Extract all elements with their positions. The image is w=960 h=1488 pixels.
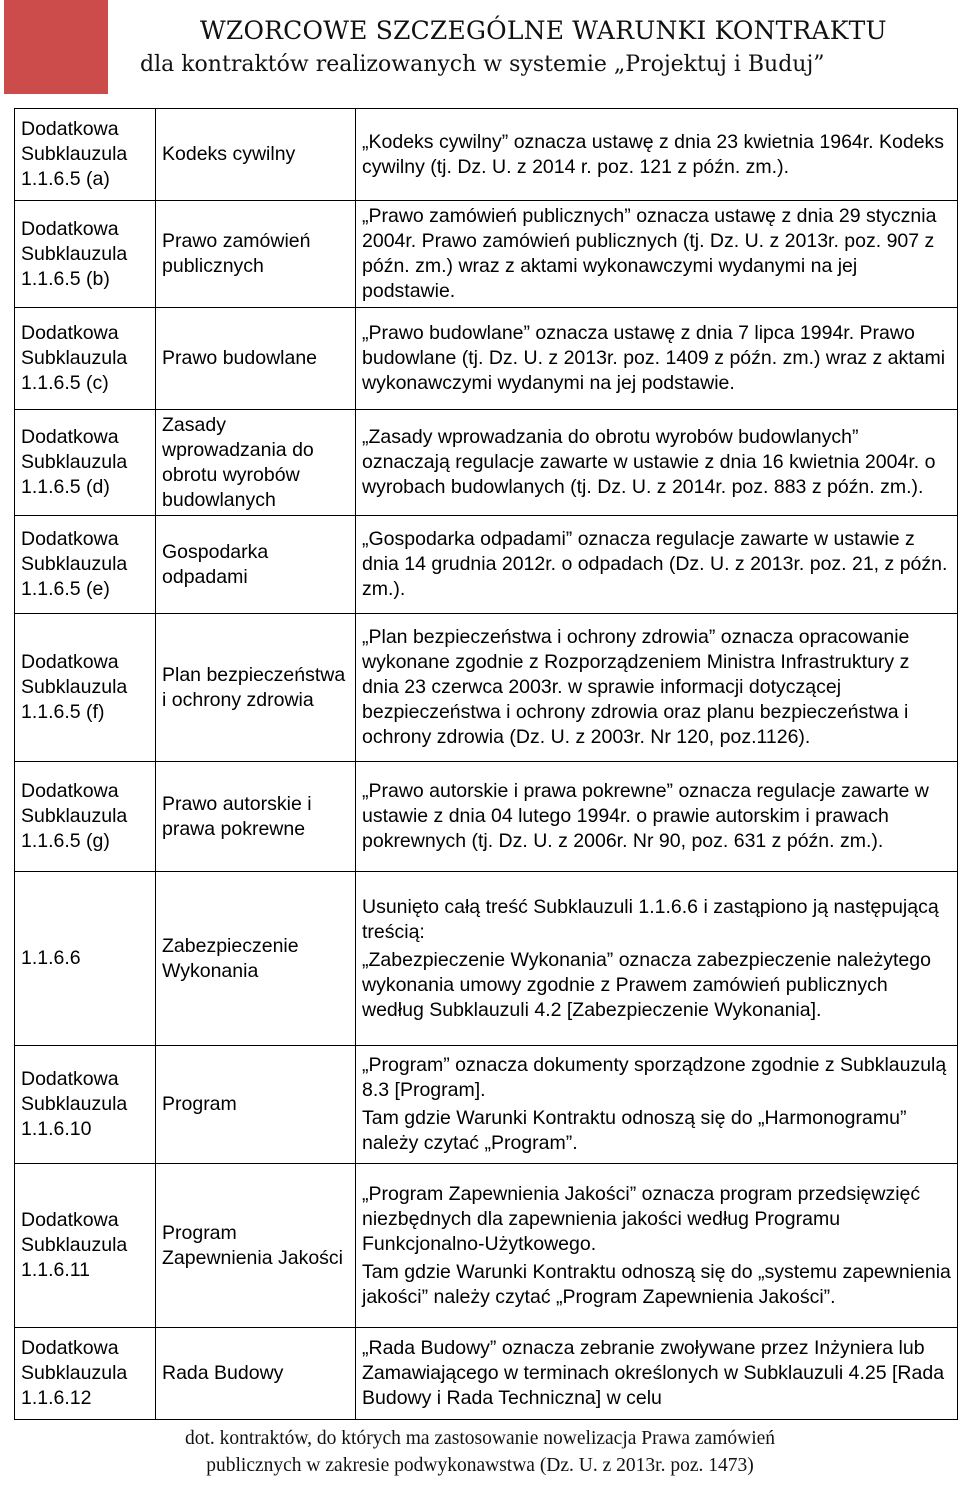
clause-label: Subklauzula [21,451,128,473]
term-cell: Prawo zamówień publicznych [156,201,356,308]
clause-cell [15,762,156,872]
term-cell: Program Zapewnienia Jakości [156,1164,356,1328]
clause-label: Subklauzula [21,347,128,369]
term-cell: Zasady wprowadzania do obrotu wyrobów budowlanych [156,410,356,516]
term-cell: Program [156,1046,356,1164]
definition-cell [356,516,958,614]
definition-text: „Gospodarka odpadami” oznacza regulacje zawarte w ustawie z dnia 14 grudnia 2012r. o odpadach (Dz. U. z 2013r. poz. 21, z późn. zm.). [362,528,948,600]
definition-cell [356,1164,958,1328]
clause-label: Dodatkowa [21,217,119,240]
clause-cell [15,109,156,201]
clause-label: Subklauzula [21,805,128,827]
clause-label: Dodatkowa [21,322,119,344]
definition-text: „Zabezpieczenie Wykonania” oznacza zabezpieczenie należytego wykonania umowy zgodnie z Prawem zamówień publicznych według Subklauzuli 4.2 [Zabezpieczenie Wykonania]. [362,948,931,1021]
term-cell: Rada Budowy [156,1328,356,1420]
definition-cell [356,201,958,308]
definition-text: „Prawo zamówień publicznych” oznacza ustawę z dnia 29 stycznia 2004r. Prawo zamówień publicznych (tj. Dz. U. z 2013r. poz. 907 z późn. zm.) wraz z aktami wykonawczymi wydanymi na jej podstawie. [362,205,937,302]
table-row [15,1164,958,1328]
clause-number: 1.1.6.6 [21,947,81,969]
clause-label: Subklauzula [21,676,128,698]
clause-label: Dodatkowa [21,651,119,673]
definition-cell [356,410,958,516]
table-row [15,410,958,516]
clause-label: Subklauzula [21,143,128,165]
clause-label: Subklauzula [21,1362,128,1384]
clause-cell [15,516,156,614]
document-title: WZORCOWE SZCZEGÓLNE WARUNKI KONTRAKTU [200,16,887,45]
term-cell: Zabezpieczenie Wykonania [156,872,356,1046]
clause-label: Subklauzula [21,1234,128,1256]
clause-label: Dodatkowa [21,1068,119,1090]
clause-cell [15,1046,156,1164]
clause-label: Dodatkowa [21,118,119,140]
clause-number: 1.1.6.5 (b) [21,267,110,290]
table-row [15,1328,958,1420]
table-row [15,516,958,614]
definition-cell [356,109,958,201]
clause-number: 1.1.6.5 (c) [21,372,109,394]
clause-cell [15,1164,156,1328]
term-cell: Prawo autorskie i prawa pokrewne [156,762,356,872]
footer-note-line-2: publicznych w zakresie podwykonawstwa (Dz. U. z 2013r. poz. 1473) [206,1455,754,1476]
table-row [15,201,958,308]
definition-text: „Kodeks cywilny” oznacza ustawę z dnia 23 kwietnia 1964r. Kodeks cywilny (tj. Dz. U. z 2014 r. poz. 121 z późn. zm.). [362,130,945,178]
clause-label: Subklauzula [21,1093,128,1115]
clause-cell [15,614,156,762]
term-cell: Kodeks cywilny [156,109,356,201]
definition-cell [356,872,958,1046]
definition-cell [356,1328,958,1420]
definition-text: „Program” oznacza dokumenty sporządzone zgodnie z Subklauzulą 8.3 [Program]. [362,1054,947,1101]
clause-cell [15,308,156,410]
clause-label: Dodatkowa [21,1209,119,1231]
definition-text: „Plan bezpieczeństwa i ochrony zdrowia” oznacza opracowanie wykonane zgodnie z Rozporządzeniem Ministra Infrastruktury z dnia 23 czerwca 2003r. w sprawie informacji dotyczącej bezpieczeństwa i ochrony zdrowia oraz planu bezpieczeństwa i ochrony zdrowia (Dz. U. z 2003r. Nr 120, poz.1126). [362,626,910,748]
clause-cell [15,201,156,308]
clause-number: 1.1.6.5 (g) [21,830,110,852]
table-row [15,762,958,872]
clause-number: 1.1.6.5 (a) [21,168,110,190]
clause-label: Dodatkowa [21,1337,119,1359]
table-row [15,872,958,1046]
clause-label: Subklauzula [21,553,128,575]
footer-note-line-1: dot. kontraktów, do których ma zastosowanie nowelizacja Prawa zamówień [184,1428,776,1449]
definition-cell [356,1046,958,1164]
term-cell: Gospodarka odpadami [156,516,356,614]
clause-label: Dodatkowa [21,426,119,448]
clause-cell [15,1328,156,1420]
definition-text: Usunięto całą treść Subklauzuli 1.1.6.6 i zastąpiono ją następującą treścią: [362,895,939,943]
definition-text: „Zasady wprowadzania do obrotu wyrobów budowlanych” oznaczają regulacje zawarte w ustawie z dnia 16 kwietnia 2004r. o wyrobach budowlanych (tj. Dz. U. z 2014r. poz. 883 z późn. zm.). [362,426,936,498]
clause-number: 1.1.6.12 [21,1387,92,1409]
term-cell: Plan bezpieczeństwa i ochrony zdrowia [156,614,356,762]
definition-text: „Rada Budowy” oznacza zebranie zwoływane przez Inżyniera lub Zamawiającego w terminach określonych w Subklauzuli 4.25 [Rada Budowy i Rada Techniczna] w celu [362,1337,945,1409]
table-row [15,308,958,410]
clause-label: Subklauzula [21,242,128,265]
clause-number: 1.1.6.5 (e) [21,578,110,600]
definition-cell [356,614,958,762]
definition-cell [356,762,958,872]
clause-cell [15,410,156,516]
table-row [15,1046,958,1164]
clause-cell [15,872,156,1046]
header-red-block [4,0,108,94]
clause-number: 1.1.6.5 (f) [21,701,105,723]
clause-number: 1.1.6.5 (d) [21,476,110,498]
table-row [15,614,958,762]
term-cell: Prawo budowlane [156,308,356,410]
clause-label: Dodatkowa [21,780,119,802]
definition-text: Tam gdzie Warunki Kontraktu odnoszą się do „systemu zapewnienia jakości” należy czytać „Program Zapewnienia Jakości”. [362,1260,951,1308]
definition-cell [356,308,958,410]
document-subtitle: dla kontraktów realizowanych w systemie „Projektuj i Buduj” [140,52,825,77]
clause-number: 1.1.6.10 [21,1118,92,1140]
clause-label: Dodatkowa [21,528,119,550]
definition-text: Tam gdzie Warunki Kontraktu odnoszą się do „Harmonogramu” należy czytać „Program”. [362,1107,907,1154]
definition-text: „Prawo autorskie i prawa pokrewne” oznacza regulacje zawarte w ustawie z dnia 04 lutego 1994r. o prawie autorskim i prawach pokrewnych (tj. Dz. U. z 2006r. Nr 90, poz. 631 z późn. zm.). [362,780,929,852]
definition-text: „Program Zapewnienia Jakości” oznacza program przedsięwzięć niezbędnych dla zapewnienia jakości według Programu Funkcjonalno-Użytkowego. [362,1182,921,1255]
definition-text: „Prawo budowlane” oznacza ustawę z dnia 7 lipca 1994r. Prawo budowlane (tj. Dz. U. z 2013r. poz. 1409 z późn. zm.) wraz z aktami wykonawczymi wydanymi na jej podstawie. [362,322,946,394]
table-row [15,109,958,201]
definitions-table [14,108,958,1420]
clause-number: 1.1.6.11 [21,1259,91,1281]
